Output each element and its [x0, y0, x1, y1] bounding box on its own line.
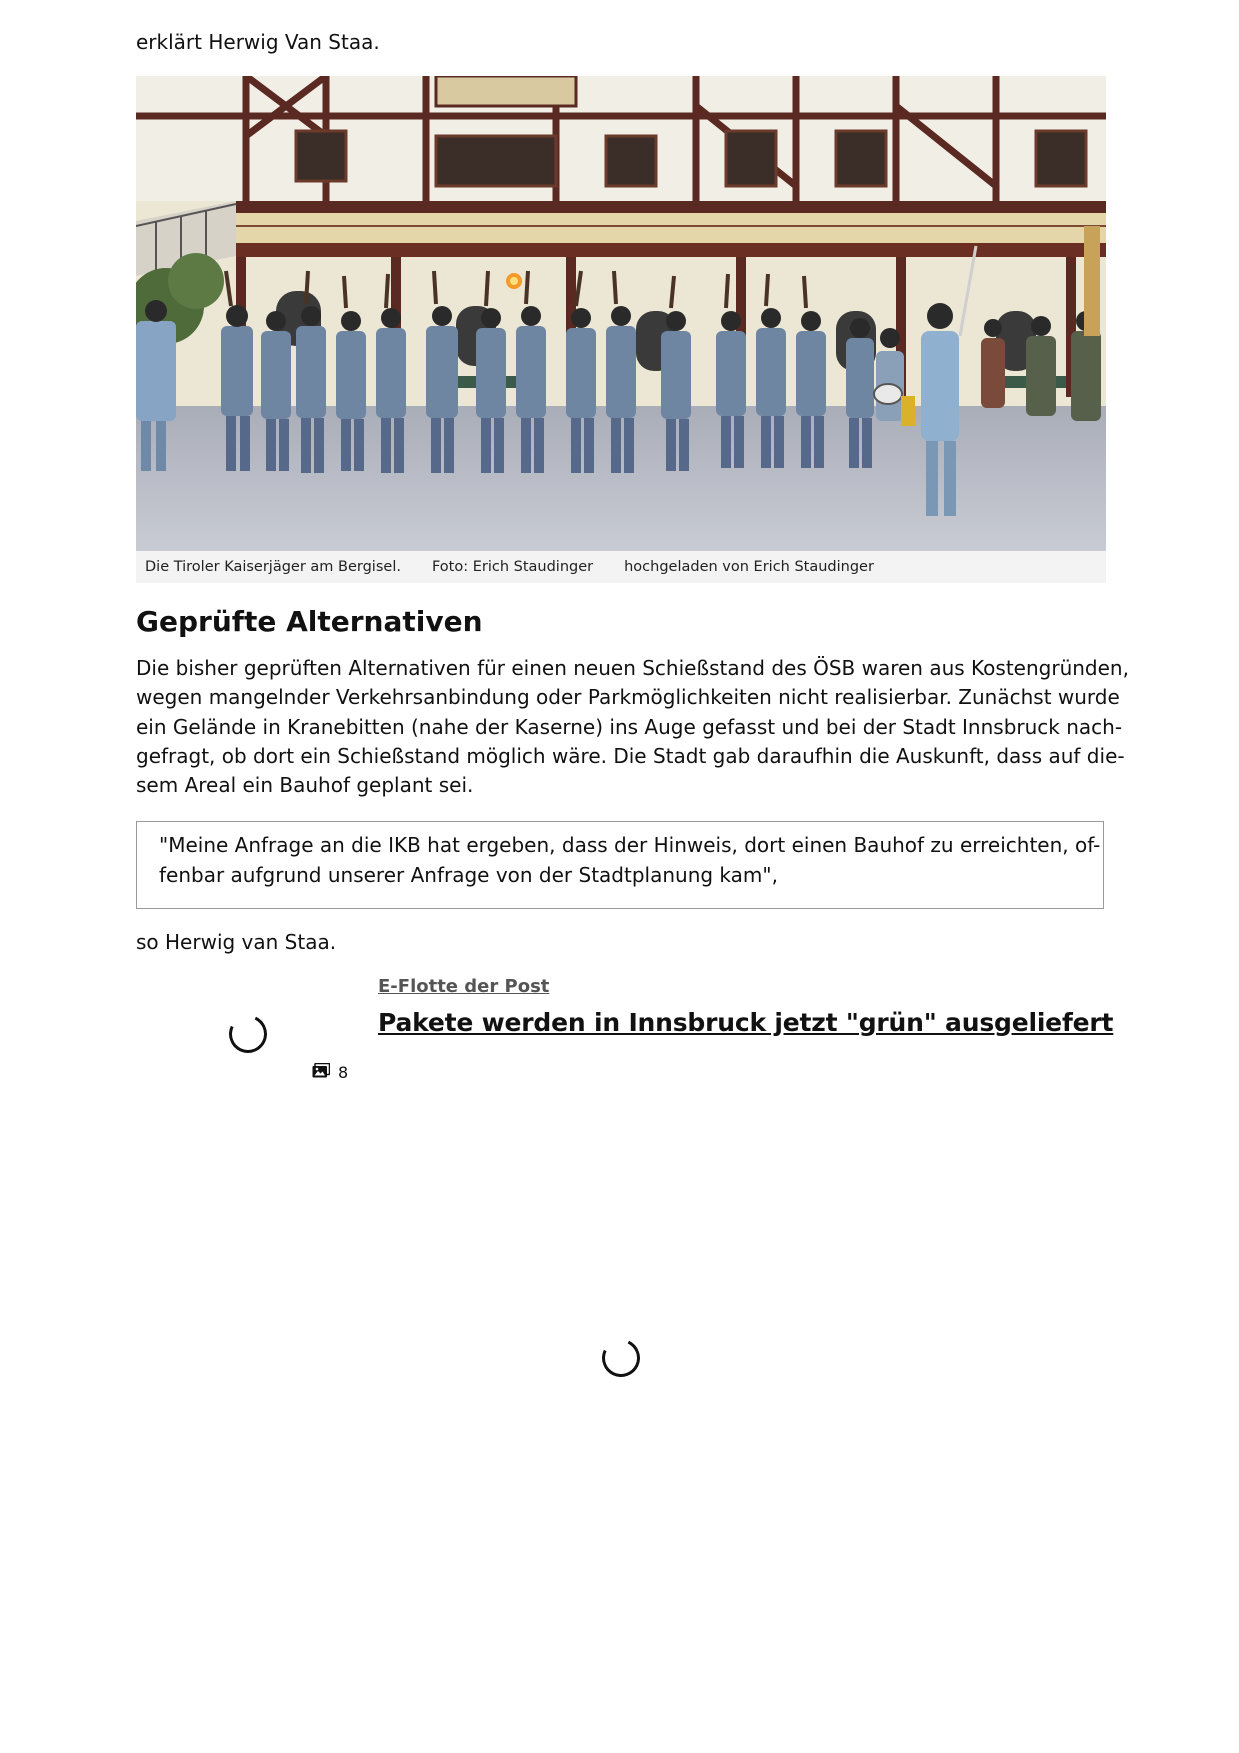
loading-spinner-icon [224, 1010, 273, 1059]
quote-line: "Meine Anfrage an die IKB hat ergeben, dass der Hinweis, dort einen Bauhof zu erreichten, of- [159, 833, 1101, 857]
caption-text: Die Tiroler Kaiserjäger am Bergisel. [145, 559, 401, 575]
paragraph-line: sem Areal ein Bauhof geplant sei. [136, 773, 474, 798]
article-photo[interactable] [136, 76, 1106, 551]
quote-line: fenbar aufgrund unserer Anfrage von der Stadtplanung kam", [159, 863, 778, 887]
outro-text: so Herwig van Staa. [136, 930, 337, 954]
photo-caption [136, 551, 1106, 583]
teaser-thumbnail[interactable] [136, 970, 358, 1085]
paragraph-line: wegen mangelnder Verkehrsanbindung oder Parkmöglichkeiten nicht realisierbar. Zunächst wurde [136, 685, 1120, 710]
teaser-title-link[interactable]: Pakete werden in Innsbruck jetzt "grün" ausgeliefert [378, 1008, 1114, 1037]
body-paragraph [136, 654, 1129, 800]
intro-text: erklärt Herwig Van Staa. [136, 30, 380, 54]
teaser-kicker-link[interactable]: E-Flotte der Post [378, 976, 550, 997]
quote-text [159, 830, 1100, 890]
section-heading: Geprüfte Alternativen [136, 605, 483, 638]
gallery-count [312, 1063, 348, 1082]
paragraph-line: ein Gelände in Kranebitten (nahe der Kaserne) ins Auge gefasst und bei der Stadt Innsbruck nach- [136, 714, 1123, 739]
image-gallery-icon [312, 1063, 330, 1082]
loading-spinner-icon [597, 1334, 646, 1383]
paragraph-line: gefragt, ob dort ein Schießstand möglich wäre. Die Stadt gab daraufhin die Auskunft, dass auf die- [136, 743, 1125, 768]
paragraph-line: Die bisher geprüften Alternativen für einen neuen Schießstand des ÖSB waren aus Kostengründen, [136, 656, 1129, 680]
related-article-teaser[interactable] [136, 970, 1114, 1090]
photo-illustration [136, 76, 1106, 551]
quote-box [136, 821, 1104, 909]
photo-credit: Foto: Erich Staudinger [431, 559, 594, 575]
uploaded-by: hochgeladen von Erich Staudinger [624, 559, 874, 575]
gallery-count-value: 8 [338, 1063, 349, 1082]
